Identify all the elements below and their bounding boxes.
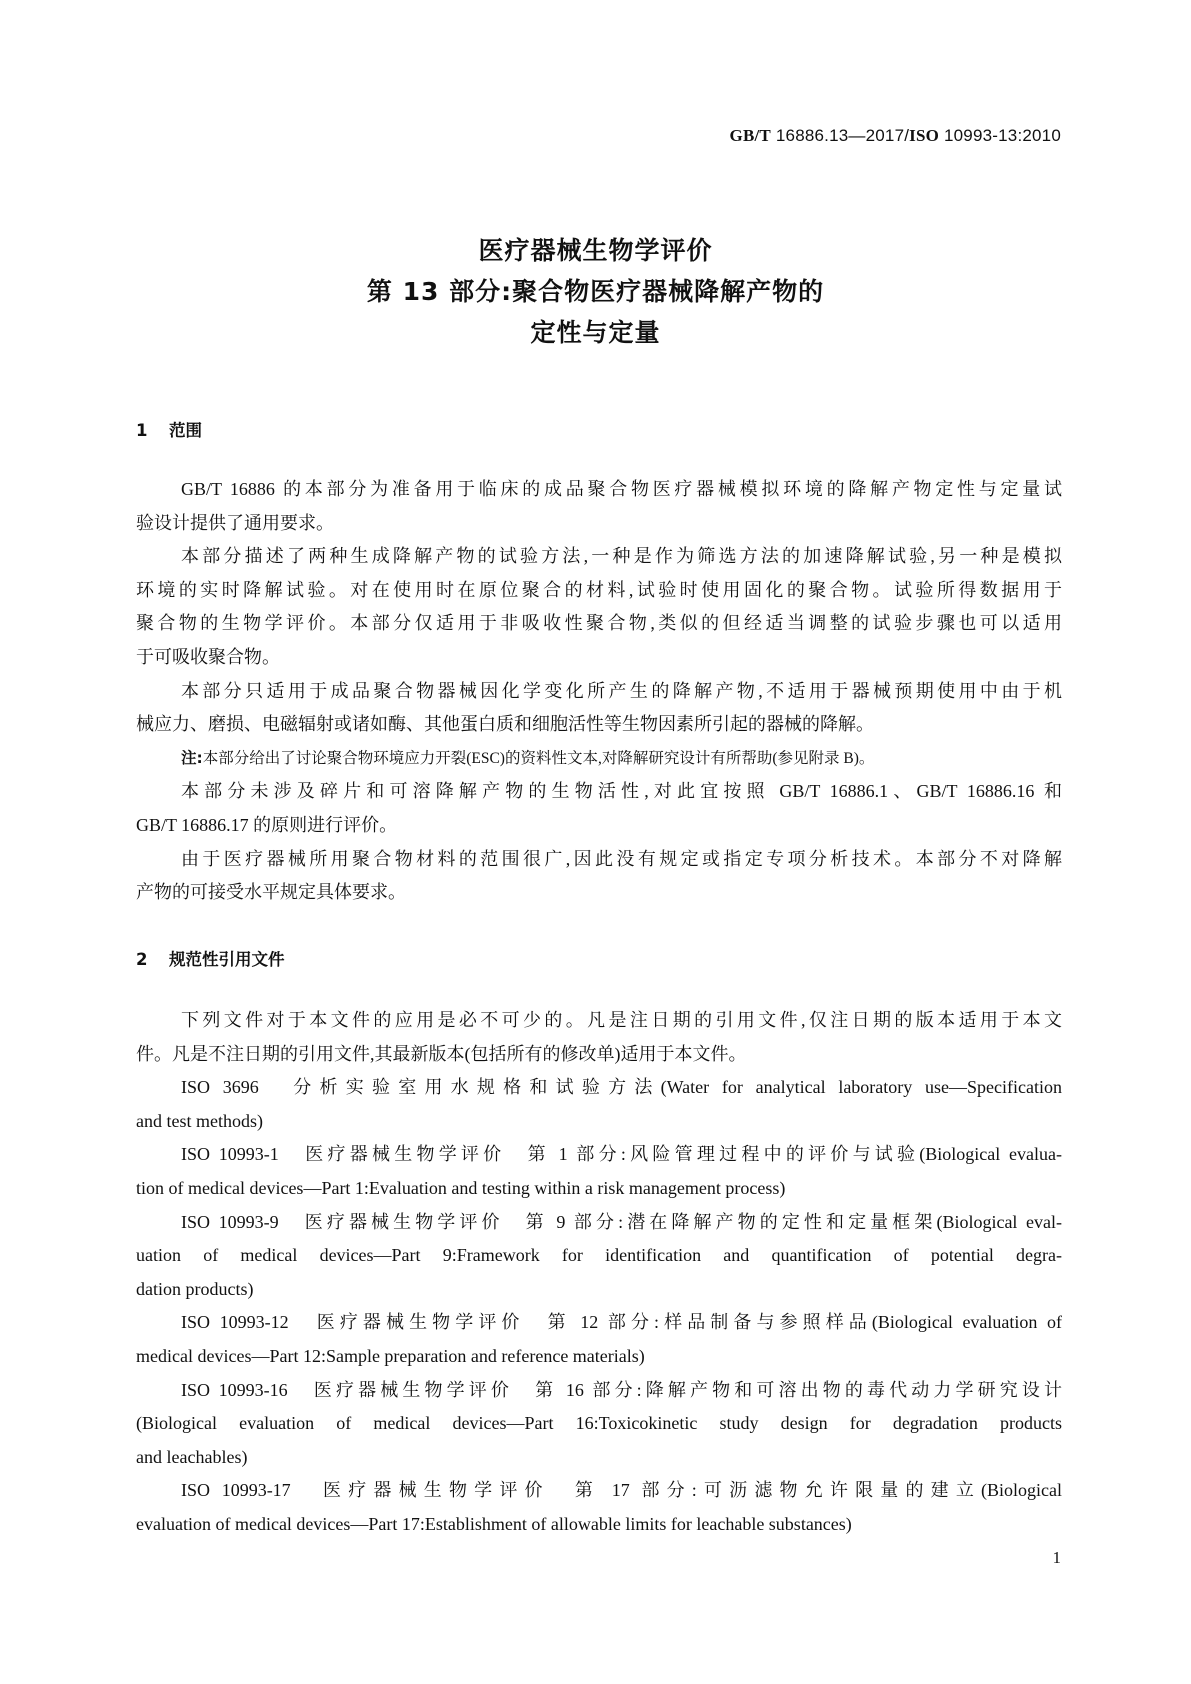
line-text: ISO 10993-17 医疗器械生物学评价 第 17 部分:可沥滤物允许限量的建立(Biological bbox=[181, 1480, 1062, 1501]
paragraph bbox=[136, 843, 1062, 910]
paragraph bbox=[136, 1206, 1062, 1307]
paragraph bbox=[136, 675, 1062, 742]
line-text: 环境的实时降解试验。对在使用时在原位聚合的材料,试验时使用固化的聚合物。试验所得数据用于 bbox=[136, 579, 1062, 600]
line-text: 械应力、磨损、电磁辐射或诸如酶、其他蛋白质和细胞活性等生物因素所引起的器械的降解。 bbox=[136, 714, 874, 735]
paragraph bbox=[136, 1374, 1062, 1475]
section-number: 1 bbox=[136, 421, 148, 440]
text-line bbox=[136, 1239, 1062, 1273]
line-text: tion of medical devices—Part 1:Evaluation and testing within a risk management process) bbox=[136, 1177, 786, 1198]
text-line bbox=[136, 1105, 1062, 1139]
text-line bbox=[136, 1206, 1062, 1240]
section-2-body bbox=[136, 1004, 1062, 1542]
line-text: ISO 10993-9 医疗器械生物学评价 第 9 部分:潜在降解产物的定性和定量框架(Biological eval- bbox=[181, 1211, 1062, 1232]
text-line bbox=[136, 641, 1062, 675]
section-title: 规范性引用文件 bbox=[169, 950, 285, 969]
line-text: ISO 10993-12 医疗器械生物学评价 第 12 部分:样品制备与参照样品(Biological evaluation of bbox=[181, 1312, 1062, 1333]
line-text: ISO 10993-16 医疗器械生物学评价 第 16 部分:降解产物和可溶出物的毒代动力学研究设计 bbox=[181, 1379, 1062, 1400]
line-text: uation of medical devices—Part 9:Framework for identification and quantification of potential degra- bbox=[136, 1245, 1062, 1266]
text-line bbox=[136, 1474, 1062, 1508]
line-text: 本部分给出了讨论聚合物环境应力开裂(ESC)的资料性文本,对降解研究设计有所帮助(参见附录 B)。 bbox=[202, 749, 875, 767]
std-number: 16886.13—2017/ bbox=[775, 126, 910, 145]
paragraph bbox=[136, 1474, 1062, 1541]
text-line bbox=[136, 1071, 1062, 1105]
text-line bbox=[136, 775, 1062, 809]
title-line-1: 医疗器械生物学评价 bbox=[478, 236, 713, 265]
text-line bbox=[136, 675, 1062, 709]
paragraph bbox=[136, 775, 1062, 842]
text-line bbox=[136, 1441, 1062, 1475]
section-number: 2 bbox=[136, 950, 148, 969]
text-line bbox=[136, 1273, 1062, 1307]
line-text: ISO 10993-1 医疗器械生物学评价 第 1 部分:风险管理过程中的评价与试验(Biological evalua- bbox=[181, 1144, 1062, 1165]
title-line-2: 第 13 部分:聚合物医疗器械降解产物的 bbox=[366, 277, 825, 306]
running-header bbox=[730, 126, 1061, 146]
section-2-heading bbox=[136, 946, 285, 970]
line-text: evaluation of medical devices—Part 17:Establishment of allowable limits for leachable substances) bbox=[136, 1513, 852, 1534]
section-1-body bbox=[136, 473, 1062, 910]
line-text: 本部分未涉及碎片和可溶降解产物的生物活性,对此宜按照 GB/T 16886.1、GB/T 16886.16 和 bbox=[181, 781, 1062, 802]
line-text: medical devices—Part 12:Sample preparation and reference materials) bbox=[136, 1345, 645, 1366]
text-line bbox=[136, 1407, 1062, 1441]
line-text: ISO 3696 分析实验室用水规格和试验方法(Water for analytical laboratory use—Specification bbox=[181, 1077, 1062, 1098]
paragraph bbox=[136, 1138, 1062, 1205]
text-line bbox=[136, 473, 1062, 507]
line-text: and leachables) bbox=[136, 1446, 248, 1467]
paragraph bbox=[136, 473, 1062, 540]
text-line bbox=[136, 1508, 1062, 1542]
text-line bbox=[136, 1374, 1062, 1408]
text-line bbox=[136, 843, 1062, 877]
line-text: 聚合物的生物学评价。本部分仅适用于非吸收性聚合物,类似的但经适当调整的试验步骤也可以适用 bbox=[136, 613, 1062, 634]
line-text: 验设计提供了通用要求。 bbox=[136, 512, 334, 533]
line-text: 件。凡是不注日期的引用文件,其最新版本(包括所有的修改单)适用于本文件。 bbox=[136, 1043, 747, 1064]
note-label: 注: bbox=[181, 748, 203, 767]
text-line bbox=[136, 607, 1062, 641]
paragraph bbox=[136, 540, 1062, 674]
section-title: 范围 bbox=[169, 421, 202, 440]
line-text: 本部分描述了两种生成降解产物的试验方法,一种是作为筛选方法的加速降解试验,另一种是模拟 bbox=[181, 546, 1062, 567]
text-line bbox=[136, 809, 1062, 843]
text-line bbox=[136, 1172, 1062, 1206]
text-line bbox=[136, 1004, 1062, 1038]
text-line bbox=[136, 507, 1062, 541]
paragraph bbox=[136, 1306, 1062, 1373]
title-line-3: 定性与定量 bbox=[530, 318, 661, 347]
line-text: 于可吸收聚合物。 bbox=[136, 646, 280, 667]
text-line bbox=[136, 1306, 1062, 1340]
text-line bbox=[136, 742, 1062, 776]
std-prefix: GB/T bbox=[729, 126, 771, 145]
line-text: 本部分只适用于成品聚合物器械因化学变化所产生的降解产物,不适用于器械预期使用中由于机 bbox=[181, 680, 1062, 701]
text-line bbox=[136, 708, 1062, 742]
line-text: 产物的可接受水平规定具体要求。 bbox=[136, 882, 406, 903]
line-text: (Biological evaluation of medical devices—Part 16:Toxicokinetic study design for degradation products bbox=[136, 1413, 1062, 1434]
text-line bbox=[136, 540, 1062, 574]
line-text: dation products) bbox=[136, 1278, 254, 1299]
text-line bbox=[136, 1138, 1062, 1172]
section-1-heading bbox=[136, 417, 202, 441]
iso-prefix: ISO bbox=[909, 126, 940, 145]
text-line bbox=[136, 1340, 1062, 1374]
line-text: GB/T 16886 的本部分为准备用于临床的成品聚合物医疗器械模拟环境的降解产物定性与定量试 bbox=[181, 479, 1062, 499]
paragraph bbox=[136, 1004, 1062, 1071]
iso-number: 10993-13:2010 bbox=[944, 126, 1061, 145]
document-title bbox=[0, 230, 1191, 353]
text-line bbox=[136, 876, 1062, 910]
note-paragraph bbox=[136, 742, 1062, 776]
text-line bbox=[136, 574, 1062, 608]
line-text: and test methods) bbox=[136, 1110, 263, 1131]
page-number: 1 bbox=[1052, 1548, 1061, 1567]
paragraph bbox=[136, 1071, 1062, 1138]
line-text: 由于医疗器械所用聚合物材料的范围很广,因此没有规定或指定专项分析技术。本部分不对降解 bbox=[181, 848, 1062, 869]
line-text: 下列文件对于本文件的应用是必不可少的。凡是注日期的引用文件,仅注日期的版本适用于本文 bbox=[181, 1010, 1062, 1030]
line-text: GB/T 16886.17 的原则进行评价。 bbox=[136, 814, 398, 835]
text-line bbox=[136, 1038, 1062, 1072]
